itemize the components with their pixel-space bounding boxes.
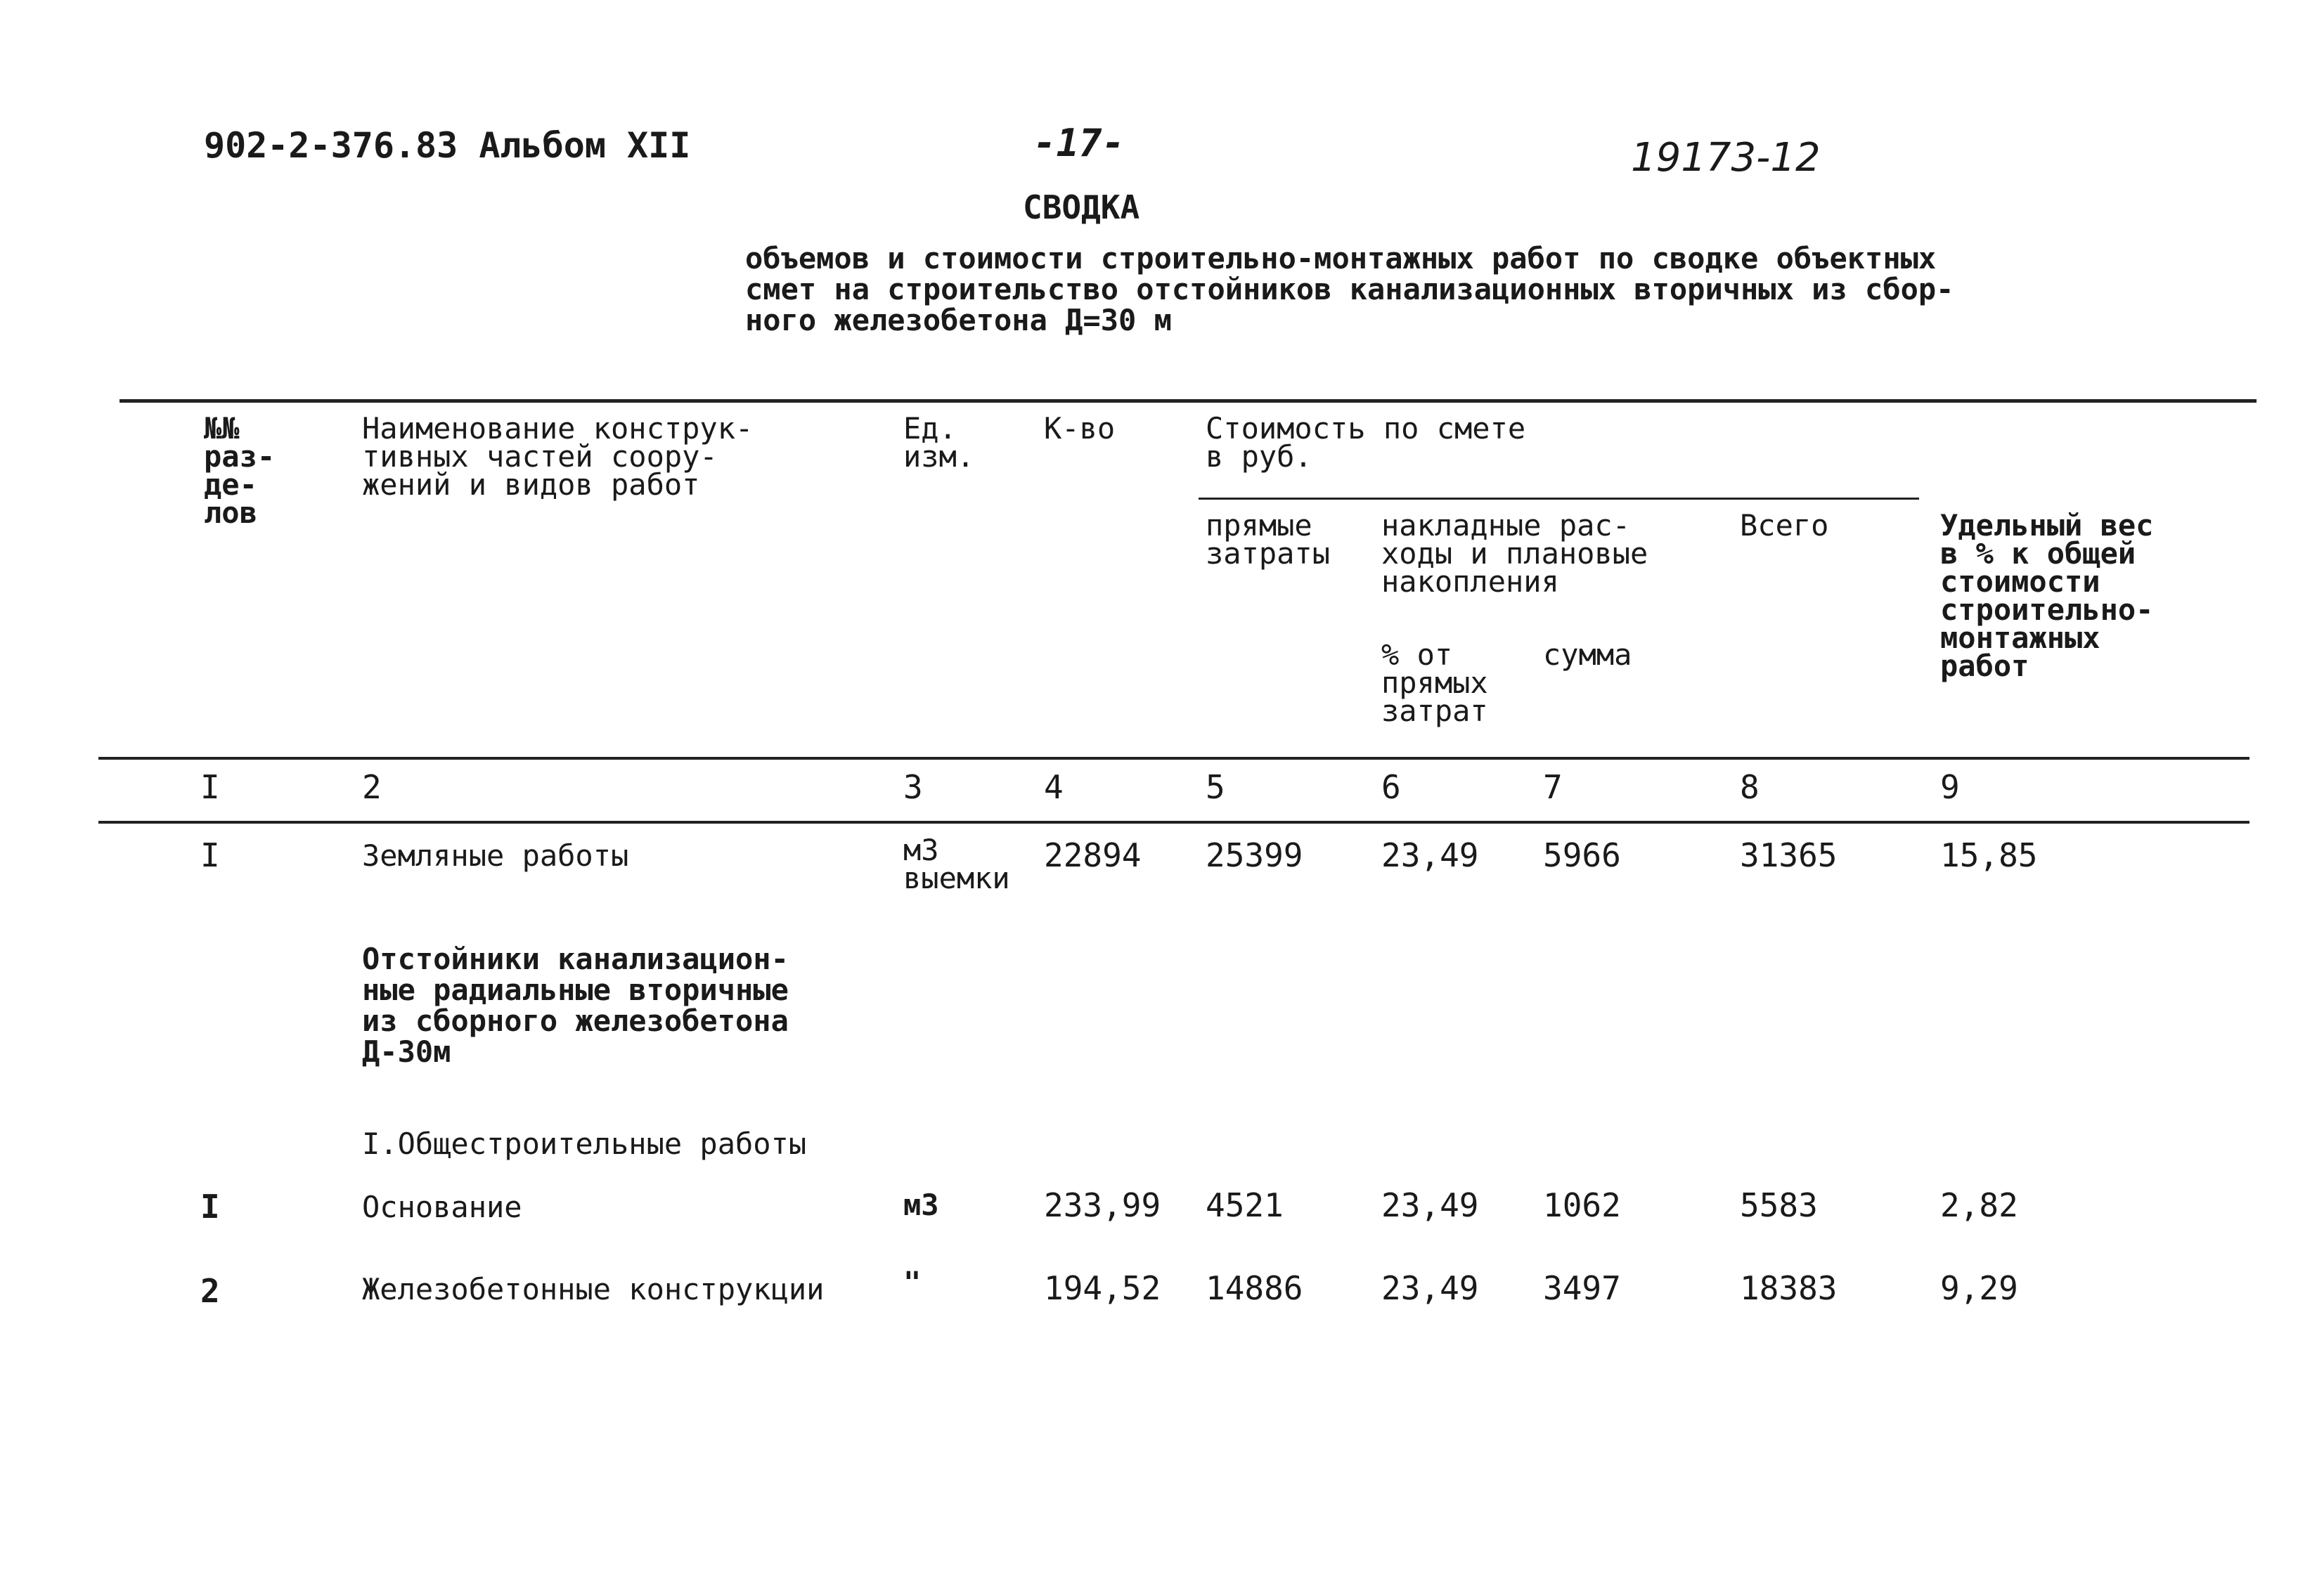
header-quantity: К-во — [1044, 411, 1116, 446]
document-title: СВОДКА — [1023, 188, 1140, 226]
subsection-title: I.Общестроительные работы — [362, 1127, 807, 1161]
row-quantity: 194,52 — [1044, 1269, 1161, 1307]
header-percent-direct: % от прямых затрат — [1381, 637, 1488, 728]
row-total: 18383 — [1740, 1269, 1838, 1307]
row-share: 15,85 — [1940, 836, 2038, 874]
colnum-2: 2 — [362, 768, 382, 806]
document-code: 902-2-376.83 Альбом XII — [204, 125, 691, 166]
row-percent: 23,49 — [1381, 1186, 1479, 1224]
header-name: Наименование конструк- тивных частей соору- жений и видов работ — [362, 411, 754, 502]
document-subtitle: объемов и стоимости строительно-монтажных работ по сводке объектных смет на строительство отстойников канализационных вторичных из сбор- ного железобетона Д=30 м — [745, 241, 1954, 337]
row-percent: 23,49 — [1381, 836, 1479, 874]
row-unit: м3 выемки — [903, 833, 1010, 895]
header-overhead-group: накладные рас- ходы и плановые накопления — [1381, 508, 1648, 599]
section-title: Отстойники канализацион- ные радиальные вторичные из сборного железобетона Д-30м — [362, 942, 789, 1069]
cost-group-rule — [1199, 498, 1919, 500]
row-quantity: 22894 — [1044, 836, 1142, 874]
registration-number: 19173-12 — [1631, 135, 1821, 181]
row-share: 9,29 — [1940, 1269, 2018, 1307]
header-unit: Ед. изм. — [903, 411, 975, 474]
header-direct-costs: прямые затраты — [1206, 508, 1331, 571]
row-section-number: 2 — [200, 1272, 220, 1310]
colnum-6: 6 — [1381, 768, 1401, 806]
row-sum: 3497 — [1543, 1269, 1621, 1307]
colnum-9: 9 — [1940, 768, 1960, 806]
row-sum: 5966 — [1543, 836, 1621, 874]
row-unit: м3 — [903, 1188, 939, 1222]
colnum-4: 4 — [1044, 768, 1064, 806]
header-share: Удельный вес в % к общей стоимости строительно- монтажных работ — [1940, 508, 2154, 683]
colnum-1: I — [200, 768, 220, 806]
colnum-7: 7 — [1543, 768, 1563, 806]
row-sum: 1062 — [1543, 1186, 1621, 1224]
row-name: Земляные работы — [362, 838, 629, 873]
colnum-bottom-rule — [98, 821, 2249, 824]
header-sum: сумма — [1543, 637, 1632, 672]
row-total: 5583 — [1740, 1186, 1818, 1224]
header-bottom-rule — [98, 757, 2249, 760]
colnum-8: 8 — [1740, 768, 1760, 806]
row-total: 31365 — [1740, 836, 1838, 874]
page-number: -17- — [1033, 121, 1125, 165]
table-top-rule — [120, 399, 2257, 403]
row-section-number: I — [200, 836, 220, 874]
colnum-5: 5 — [1206, 768, 1225, 806]
header-total: Всего — [1740, 508, 1829, 543]
row-direct-costs: 25399 — [1206, 836, 1303, 874]
row-name: Основание — [362, 1190, 522, 1224]
row-percent: 23,49 — [1381, 1269, 1479, 1307]
colnum-3: 3 — [903, 768, 923, 806]
row-direct-costs: 14886 — [1206, 1269, 1303, 1307]
row-share: 2,82 — [1940, 1186, 2018, 1224]
row-unit: " — [903, 1265, 922, 1299]
header-section-numbers: №№ раз- де- лов — [204, 411, 276, 530]
row-quantity: 233,99 — [1044, 1186, 1161, 1224]
row-direct-costs: 4521 — [1206, 1186, 1284, 1224]
header-cost-group: Стоимость по смете в руб. — [1206, 411, 1526, 474]
row-name: Железобетонные конструкции — [362, 1272, 825, 1306]
row-section-number: I — [200, 1188, 220, 1226]
